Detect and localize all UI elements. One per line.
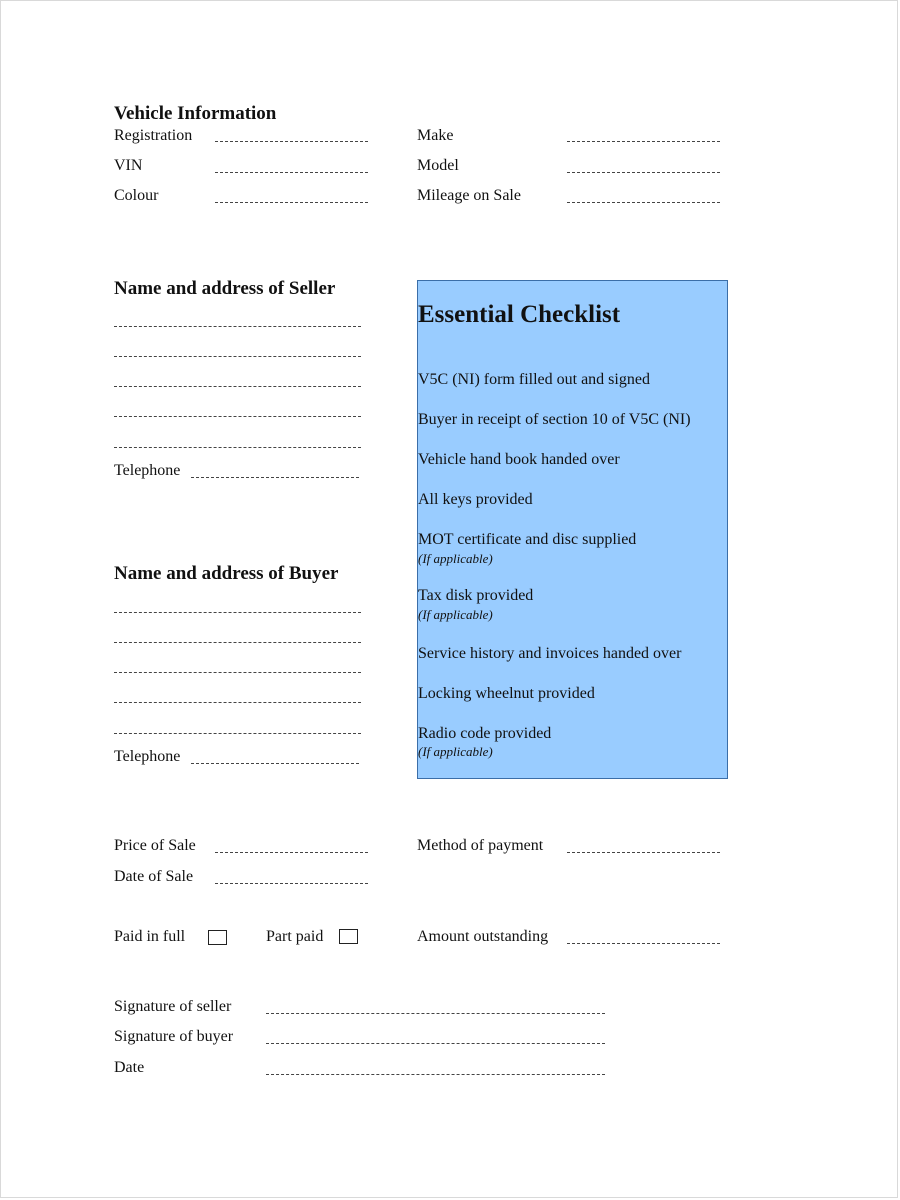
registration-label: Registration: [114, 127, 193, 144]
seller-telephone-field[interactable]: [191, 477, 359, 478]
amount-outstanding-field[interactable]: [567, 943, 720, 944]
make-label: Make: [417, 127, 454, 144]
paid-in-full-label: Paid in full: [114, 928, 186, 945]
buyer-address-line[interactable]: [114, 733, 361, 734]
registration-field[interactable]: [215, 141, 368, 142]
checklist-item-note: (If applicable): [418, 744, 493, 759]
colour-field[interactable]: [215, 202, 368, 203]
colour-label: Colour: [114, 187, 159, 204]
mileage-label: Mileage on Sale: [417, 187, 521, 204]
signature-of-seller-field[interactable]: [266, 1013, 605, 1014]
date-of-sale-field[interactable]: [215, 883, 368, 884]
buyer-heading: Name and address of Buyer: [114, 563, 339, 584]
model-label: Model: [417, 157, 459, 174]
buyer-address-line[interactable]: [114, 642, 361, 643]
date-label: Date: [114, 1059, 145, 1076]
buyer-address-line[interactable]: [114, 612, 361, 613]
buyer-address-line[interactable]: [114, 702, 361, 703]
checklist-item: Vehicle hand book handed over: [418, 451, 620, 468]
buyer-telephone-label: Telephone: [114, 748, 181, 765]
seller-heading: Name and address of Seller: [114, 278, 336, 299]
method-of-payment-label: Method of payment: [417, 837, 544, 854]
seller-address-line[interactable]: [114, 326, 361, 327]
checklist-item: V5C (NI) form filled out and signed: [418, 371, 650, 388]
checklist-item: Service history and invoices handed over: [418, 645, 682, 662]
part-paid-label: Part paid: [266, 928, 324, 945]
signature-of-seller-label: Signature of seller: [114, 998, 232, 1015]
signature-of-buyer-label: Signature of buyer: [114, 1028, 234, 1045]
vehicle-info-heading: Vehicle Information: [114, 103, 277, 124]
checklist-item-note: (If applicable): [418, 551, 493, 566]
buyer-telephone-field[interactable]: [191, 763, 359, 764]
method-of-payment-field[interactable]: [567, 852, 720, 853]
checklist-title: Essential Checklist: [418, 301, 621, 328]
checklist-item: Buyer in receipt of section 10 of V5C (NI): [418, 411, 691, 428]
amount-outstanding-label: Amount outstanding: [417, 928, 549, 945]
price-of-sale-label: Price of Sale: [114, 837, 196, 854]
seller-address-line[interactable]: [114, 447, 361, 448]
checklist-item: Radio code provided: [418, 725, 552, 742]
checklist-item: All keys provided: [418, 491, 533, 508]
seller-address-line[interactable]: [114, 356, 361, 357]
checklist-item-note: (If applicable): [418, 607, 493, 622]
checklist-item: Tax disk provided: [418, 587, 534, 604]
price-of-sale-field[interactable]: [215, 852, 368, 853]
essential-checklist-box: [417, 280, 728, 779]
seller-telephone-label: Telephone: [114, 462, 181, 479]
buyer-address-line[interactable]: [114, 672, 361, 673]
signature-of-buyer-field[interactable]: [266, 1043, 605, 1044]
part-paid-checkbox[interactable]: [339, 929, 358, 944]
checklist-item: MOT certificate and disc supplied: [418, 531, 637, 548]
date-of-sale-label: Date of Sale: [114, 868, 194, 885]
vin-label: VIN: [114, 157, 143, 174]
make-field[interactable]: [567, 141, 720, 142]
paid-in-full-checkbox[interactable]: [208, 930, 227, 945]
checklist-item: Locking wheelnut provided: [418, 685, 595, 702]
vin-field[interactable]: [215, 172, 368, 173]
date-field[interactable]: [266, 1074, 605, 1075]
model-field[interactable]: [567, 172, 720, 173]
seller-address-line[interactable]: [114, 386, 361, 387]
seller-address-line[interactable]: [114, 416, 361, 417]
mileage-field[interactable]: [567, 202, 720, 203]
